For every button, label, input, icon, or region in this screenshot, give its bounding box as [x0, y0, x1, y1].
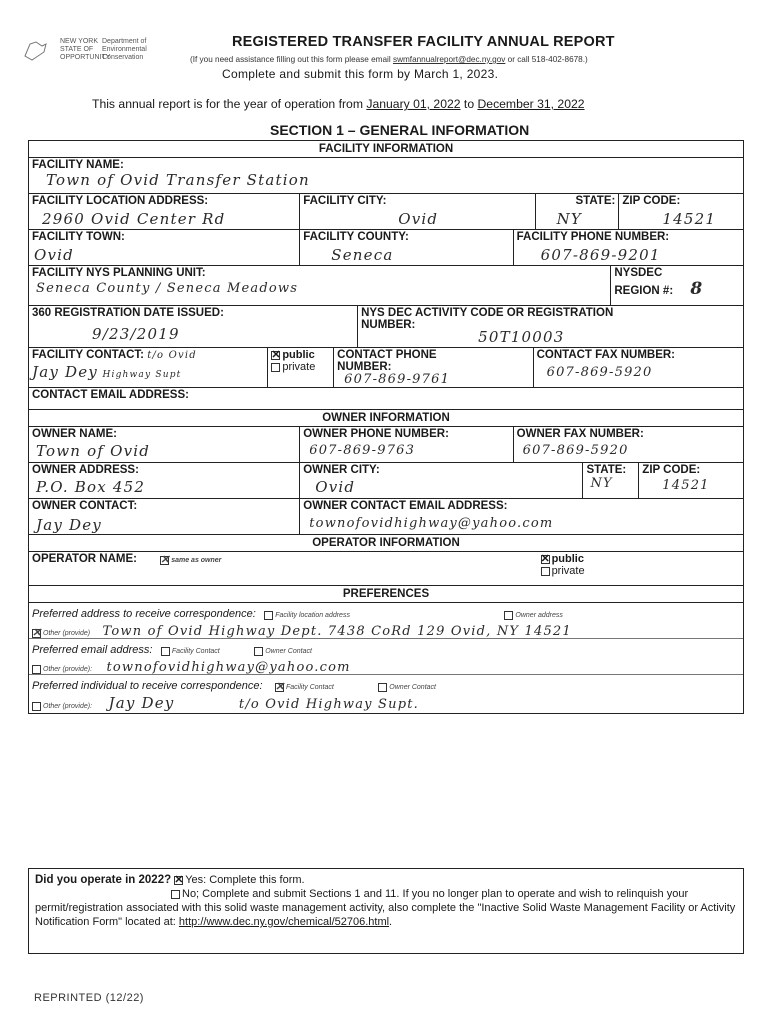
report-year-line: This annual report is for the year of operation from January 01, 2022 to December 31, 2022	[92, 97, 585, 111]
owner-email-label: OWNER CONTACT EMAIL ADDRESS:	[303, 500, 508, 512]
owner-name-row	[29, 427, 743, 463]
pref-email-row	[29, 639, 743, 675]
owner-zip-field[interactable]: 14521	[662, 478, 710, 493]
checkbox-checked-icon	[541, 555, 550, 564]
operator-public-checkbox[interactable]: ✕ public	[541, 553, 740, 565]
facility-city-field[interactable]: Ovid	[398, 210, 439, 228]
facility-name-label: FACILITY NAME:	[32, 159, 124, 171]
contact-phone-label: CONTACT PHONE	[337, 349, 437, 361]
owner-contact-row	[29, 499, 743, 535]
pref-email-other-field[interactable]: townofovidhighway@yahoo.com	[106, 660, 351, 675]
pref-individual-other-field[interactable]: Jay Dey	[108, 694, 175, 712]
checkbox-checked-icon	[271, 351, 280, 360]
operator-private-checkbox[interactable]: private	[541, 565, 740, 577]
checkbox-checked-icon	[275, 683, 284, 692]
operate-no-text: No; Complete and submit Sections 1 and 11. If you no longer plan to operate and wish to relinquish your permit/registration associated with this solid waste management activity, also complete the "Inactive Solid Waste Management Facility or Activity Notification Form" located at: http://www.dec.ny.gov/chemical/52706.html.	[35, 888, 736, 928]
registration-date-field[interactable]: 9/23/2019	[92, 325, 180, 343]
contact-email-row	[29, 388, 743, 410]
owner-address-field[interactable]: P.O. Box 452	[36, 478, 146, 496]
checkbox-empty-icon	[32, 665, 41, 674]
owner-state-label: STATE:	[586, 464, 627, 476]
pref-address-line	[32, 604, 740, 622]
region-label-2: REGION #: 8	[614, 279, 704, 299]
facility-location-field[interactable]: 2960 Ovid Center Rd	[42, 210, 226, 228]
contact-fax-label: CONTACT FAX NUMBER:	[536, 349, 676, 361]
facility-location-row	[29, 194, 743, 230]
checkbox-checked-icon	[174, 876, 183, 885]
facility-location-label: FACILITY LOCATION ADDRESS:	[32, 195, 209, 207]
pref-email-owner-checkbox[interactable]: Owner Contact	[254, 648, 312, 655]
activity-code-field[interactable]: 50T10003	[478, 328, 565, 346]
nys-map-icon	[22, 38, 48, 64]
contact-email-label: CONTACT EMAIL ADDRESS:	[32, 389, 189, 401]
operate-question: Did you operate in 2022?	[35, 874, 172, 886]
pref-individual-other-line	[32, 694, 740, 713]
facility-zip-field[interactable]: 14521	[662, 210, 717, 228]
pref-individual-facility-checkbox[interactable]: ✕ Facility Contact	[275, 684, 334, 691]
owner-city-label: OWNER CITY:	[303, 464, 380, 476]
contact-fax-field[interactable]: 607-869-5920	[546, 365, 653, 380]
checkbox-empty-icon	[504, 611, 513, 620]
section-title: SECTION 1 – GENERAL INFORMATION	[270, 122, 530, 138]
owner-info-bar: OWNER INFORMATION	[29, 410, 743, 427]
owner-phone-field[interactable]: 607-869-9763	[309, 443, 416, 458]
owner-zip-label: ZIP CODE:	[642, 464, 701, 476]
region-label: NYSDEC	[614, 267, 663, 279]
operation-question-box	[28, 868, 744, 954]
checkbox-empty-icon	[32, 702, 41, 711]
facility-name-row	[29, 158, 743, 194]
contact-phone-field[interactable]: 607-869-9761	[344, 372, 451, 387]
facility-county-field[interactable]: Seneca	[331, 246, 394, 264]
pref-email-label: Preferred email address:	[32, 644, 153, 656]
logo-department: Department of Environmental Conservation	[102, 38, 147, 61]
pref-facility-address-checkbox[interactable]: Facility location address	[264, 612, 350, 619]
owner-city-field[interactable]: Ovid	[315, 478, 356, 496]
registration-date-label: 360 REGISTRATION DATE ISSUED:	[32, 307, 224, 319]
general-information-form	[28, 140, 744, 714]
facility-state-field[interactable]: NY	[556, 210, 582, 228]
reprint-note: REPRINTED (12/22)	[34, 992, 144, 1004]
public-checkbox[interactable]: ✕public	[271, 349, 330, 361]
facility-city-label: FACILITY CITY:	[303, 195, 387, 207]
planning-unit-label: FACILITY NYS PLANNING UNIT:	[32, 267, 206, 279]
assistance-email-link[interactable]: swmfannualreport@dec.ny.gov	[392, 55, 506, 64]
facility-county-label: FACILITY COUNTY:	[303, 231, 409, 243]
pref-owner-address-checkbox[interactable]: Owner address	[504, 612, 562, 619]
owner-contact-label: OWNER CONTACT:	[32, 500, 138, 512]
planning-unit-field[interactable]: Seneca County / Seneca Meadows	[36, 281, 299, 296]
facility-state-label: STATE:	[575, 195, 616, 207]
pref-individual-other-checkbox[interactable]: Other (provide):	[32, 703, 92, 710]
private-checkbox[interactable]: private	[271, 361, 330, 373]
contact-phone-label-2: NUMBER:	[337, 361, 392, 373]
submit-deadline: Complete and submit this form by March 1, 2023.	[222, 67, 499, 81]
facility-contact-field[interactable]: Jay Dey	[32, 363, 98, 381]
operator-info-bar: OPERATOR INFORMATION	[29, 535, 743, 552]
pref-email-facility-checkbox[interactable]: Facility Contact	[161, 648, 220, 655]
preferences-bar: PREFERENCES	[29, 586, 743, 603]
same-as-owner-checkbox[interactable]: ✕ same as owner	[160, 557, 221, 564]
pref-address-other-field[interactable]: Town of Ovid Highway Dept. 7438 CoRd 129 Ovid, NY 14521	[102, 624, 572, 639]
checkbox-checked-icon	[160, 556, 169, 565]
operate-yes-line	[35, 873, 737, 887]
pref-address-label: Preferred address to receive correspondence:	[32, 608, 256, 620]
owner-address-label: OWNER ADDRESS:	[32, 464, 139, 476]
facility-phone-label: FACILITY PHONE NUMBER:	[516, 231, 670, 243]
registration-row	[29, 306, 743, 348]
operator-name-label: OPERATOR NAME: ✕ same as owner	[32, 553, 535, 565]
facility-info-bar: FACILITY INFORMATION	[29, 141, 743, 158]
owner-email-field[interactable]: townofovidhighway@yahoo.com	[309, 516, 554, 531]
operator-row	[29, 552, 743, 586]
owner-contact-field[interactable]: Jay Dey	[36, 516, 102, 534]
checkbox-empty-icon	[254, 647, 263, 656]
region-field[interactable]: 8	[690, 279, 704, 299]
operate-yes-checkbox[interactable]: ✕ Yes: Complete this form.	[174, 874, 304, 886]
checkbox-empty-icon	[264, 611, 273, 620]
checkbox-empty-icon	[378, 683, 387, 692]
pref-individual-note: t/o Ovid Highway Supt.	[238, 697, 419, 712]
owner-name-field[interactable]: Town of Ovid	[36, 442, 151, 460]
pref-individual-owner-checkbox[interactable]: Owner Contact	[378, 684, 436, 691]
pref-email-other-line	[32, 658, 740, 676]
inactive-form-link[interactable]: http://www.dec.ny.gov/chemical/52706.html	[178, 916, 390, 928]
owner-name-label: OWNER NAME:	[32, 428, 117, 440]
pref-address-other-line	[32, 622, 740, 640]
facility-contact-note: t/o Ovid	[147, 350, 197, 361]
assistance-note: (If you need assistance filling out this form please email swmfannualreport@dec.ny.gov or call 518-402-8678.)	[190, 55, 588, 64]
report-title: REGISTERED TRANSFER FACILITY ANNUAL REPORT	[232, 34, 615, 50]
pref-individual-line	[32, 676, 740, 694]
pref-email-other-checkbox[interactable]: Other (provide):	[32, 666, 92, 673]
facility-contact-field-wrap	[32, 363, 264, 382]
operate-no-checkbox[interactable]	[171, 890, 180, 899]
owner-fax-label: OWNER FAX NUMBER:	[516, 428, 644, 440]
pref-address-other-checkbox[interactable]: ✕Other (provide)	[32, 630, 90, 637]
owner-address-row	[29, 463, 743, 499]
pref-address-row	[29, 603, 743, 639]
owner-fax-field[interactable]: 607-869-5920	[522, 443, 629, 458]
facility-contact-row	[29, 348, 743, 388]
logo-state: NEW YORK STATE OF OPPORTUNITY	[60, 38, 111, 61]
owner-phone-label: OWNER PHONE NUMBER:	[303, 428, 449, 440]
pref-individual-label: Preferred individual to receive correspondence:	[32, 680, 263, 692]
checkbox-empty-icon	[161, 647, 170, 656]
facility-contact-label: FACILITY CONTACT: t/o Ovid	[32, 349, 197, 361]
checkbox-checked-icon	[32, 629, 41, 638]
facility-town-label: FACILITY TOWN:	[32, 231, 125, 243]
facility-name-field[interactable]: Town of Ovid Transfer Station	[46, 171, 310, 189]
pref-email-line	[32, 640, 740, 658]
facility-zip-label: ZIP CODE:	[622, 195, 681, 207]
activity-code-label: NYS DEC ACTIVITY CODE OR REGISTRATION	[361, 307, 614, 319]
pref-individual-row	[29, 675, 743, 713]
facility-planning-row	[29, 266, 743, 306]
owner-state-field[interactable]: NY	[590, 476, 613, 491]
activity-code-label-2: NUMBER:	[361, 319, 416, 331]
checkbox-empty-icon	[271, 363, 280, 372]
facility-contact-title: Highway Supt	[102, 370, 182, 380]
report-header	[22, 34, 752, 94]
facility-phone-field[interactable]: 607-869-9201	[540, 246, 661, 264]
checkbox-empty-icon	[541, 567, 550, 576]
facility-town-row	[29, 230, 743, 266]
facility-town-field[interactable]: Ovid	[34, 246, 74, 264]
nys-dec-logo	[22, 36, 197, 76]
